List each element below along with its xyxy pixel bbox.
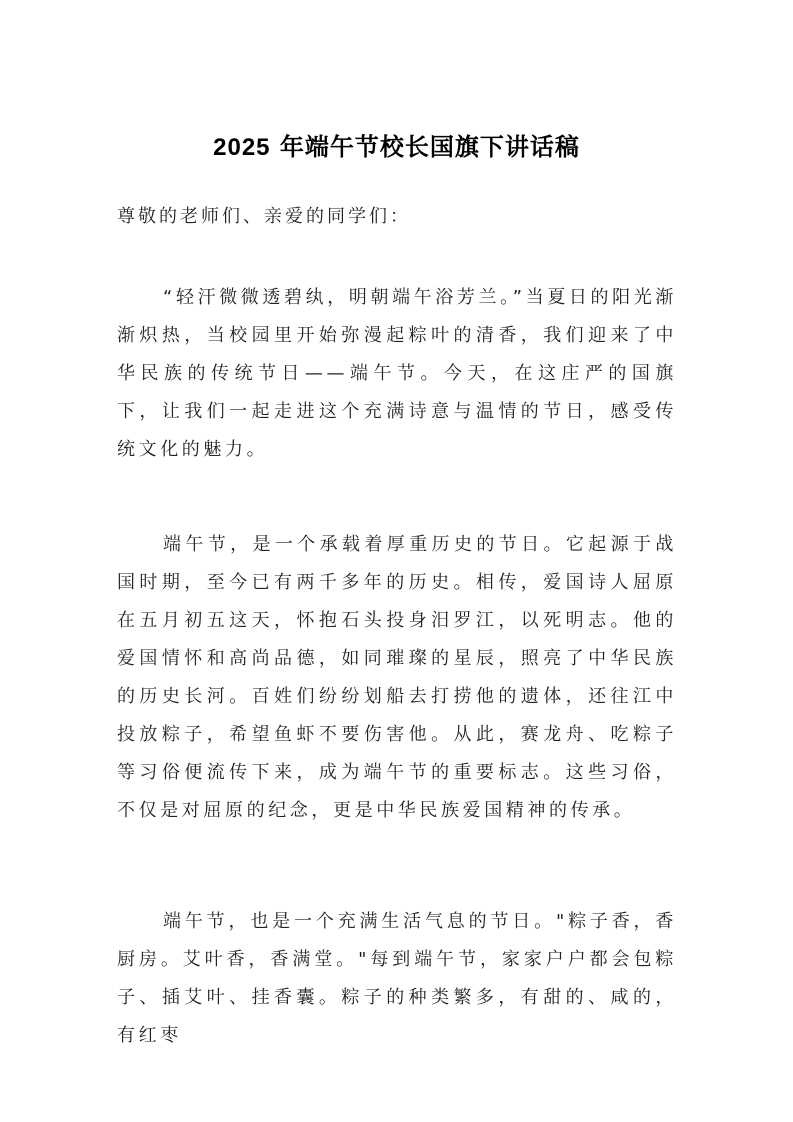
title-text: 年端午节校长国旗下讲话稿 <box>270 133 580 161</box>
paragraph: 端午节，也是一个充满生活气息的节日。"粽子香，香厨房。艾叶香，香满堂。"每到端午节，家家户户都会包粽子、插艾叶、挂香囊。粽子的种类繁多，有甜的、咸的，有红枣 <box>117 911 677 1046</box>
document-title <box>0 127 793 162</box>
paragraph: “轻汗微微透碧纨，明朝端午浴芳兰。”当夏日的阳光渐渐炽热，当校园里开始弥漫起粽叶的清香，我们迎来了中华民族的传统节日——端午节。今天，在这庄严的国旗下，让我们一起走进这个充满诗意与温情的节日，感受传统文化的魅力。 <box>117 287 677 460</box>
paragraph-2-block <box>117 526 677 830</box>
title-year: 2025 <box>213 134 271 161</box>
salutation: 尊敬的老师们、亲爱的同学们： <box>117 206 411 227</box>
paragraph-1-block <box>117 279 677 469</box>
paragraph: 端午节，是一个承载着厚重历史的节日。它起源于战国时期，至今已有两千多年的历史。相传，爱国诗人屈原在五月初五这天，怀抱石头投身汨罗江，以死明志。他的爱国情怀和高尚品德，如同璀璨的星辰，照亮了中华民族的历史长河。百姓们纷纷划船去打捞他的遗体，还往江中投放粽子，希望鱼虾不要伤害他。从此，赛龙舟、吃粽子等习俗便流传下来，成为端午节的重要标志。这些习俗，不仅是对屈原的纪念，更是中华民族爱国精神的传承。 <box>117 534 677 821</box>
paragraph-3-block <box>117 903 677 1055</box>
